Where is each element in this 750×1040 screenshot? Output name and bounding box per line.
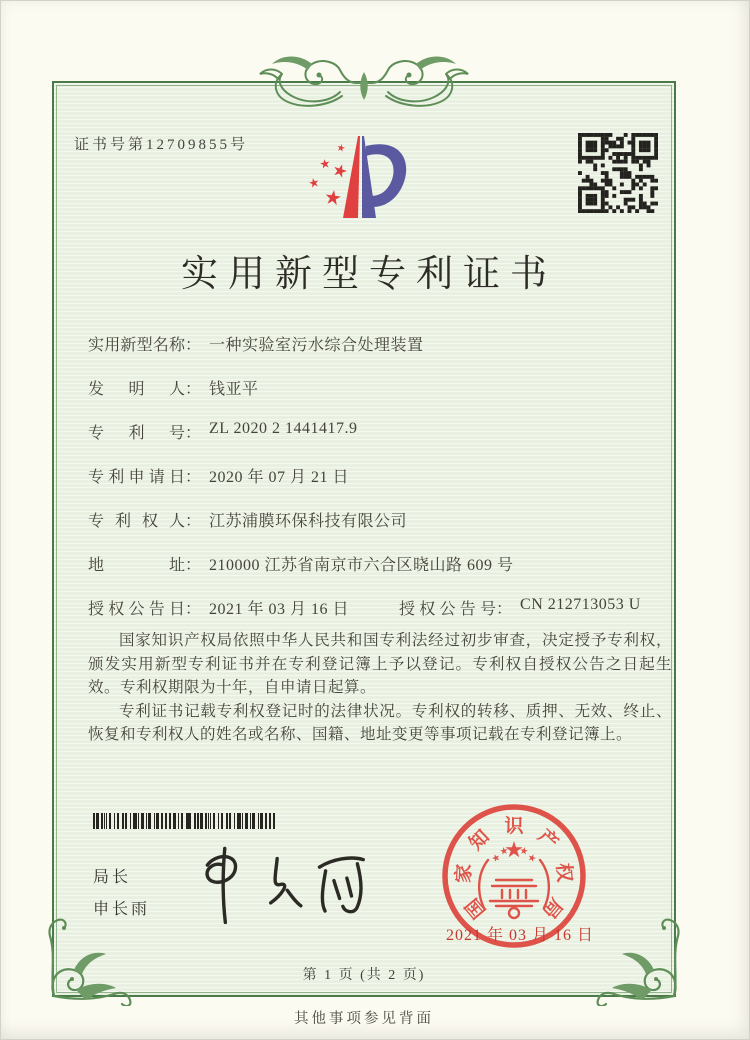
svg-text:权: 权 bbox=[552, 862, 575, 883]
field-value: 钱亚平 bbox=[209, 381, 259, 398]
national-emblem-icon bbox=[479, 841, 549, 918]
field-colon: ： bbox=[185, 601, 202, 618]
field-colon: ： bbox=[496, 601, 513, 618]
field-row-filing-date bbox=[88, 464, 648, 508]
field-value: 一种实验室污水综合处理装置 bbox=[209, 337, 424, 354]
field-colon: ： bbox=[185, 469, 202, 486]
field-value: 2020 年 07 月 21 日 bbox=[209, 469, 350, 486]
field-label: 专利申请日 bbox=[88, 469, 185, 486]
qr-code bbox=[578, 133, 658, 213]
field-value: 江苏浦膜环保科技有限公司 bbox=[209, 513, 408, 530]
director-signature bbox=[191, 836, 399, 928]
field-row-utility-model-name bbox=[88, 332, 648, 376]
field-label: 授权公告日 bbox=[88, 601, 185, 618]
barcode bbox=[93, 813, 276, 829]
field-row-inventor bbox=[88, 376, 648, 420]
seal-date: 2021 年 03 月 16 日 bbox=[446, 927, 595, 944]
top-scroll-ornament bbox=[252, 52, 476, 110]
svg-text:局: 局 bbox=[537, 893, 567, 922]
svg-text:产: 产 bbox=[533, 825, 562, 854]
field-value: CN 212713053 U bbox=[520, 596, 641, 613]
field-label: 实用新型名称 bbox=[88, 337, 185, 354]
legal-paragraph-1: 国家知识产权局依照中华人民共和国专利法经过初步审查，决定授予专利权，颁发实用新型专利证书并在专利登记簿上予以登记。专利权自授权公告之日起生效。专利权期限为十年，自申请日起算。 bbox=[88, 632, 672, 696]
certificate-title: 实用新型专利证书 bbox=[181, 254, 557, 295]
field-value: 210000 江苏省南京市六合区晓山路 609 号 bbox=[209, 557, 514, 574]
grant-number-pair bbox=[399, 596, 641, 619]
field-label: 专利号 bbox=[88, 425, 185, 442]
field-row-patent-number bbox=[88, 420, 648, 464]
field-colon: ： bbox=[185, 337, 202, 354]
certificate-number: 证书号第12709855号 bbox=[74, 137, 249, 153]
bottom-left-flourish-ornament bbox=[40, 916, 135, 1006]
field-colon: ： bbox=[185, 513, 202, 530]
director-name-label: 申长雨 bbox=[93, 901, 151, 918]
bottom-right-flourish-ornament bbox=[593, 916, 688, 1006]
svg-text:知: 知 bbox=[465, 826, 494, 855]
field-list bbox=[88, 332, 648, 640]
field-colon: ： bbox=[185, 557, 202, 574]
back-note: 其他事项参见背面 bbox=[294, 1011, 434, 1027]
field-colon: ： bbox=[185, 381, 202, 398]
field-label: 授权公告号 bbox=[399, 601, 497, 618]
field-label: 发明人 bbox=[88, 381, 185, 398]
field-colon: ： bbox=[185, 425, 202, 442]
legal-paragraph-2: 专利证书记载专利权登记时的法律状况。专利权的转移、质押、无效、终止、恢复和专利权人的姓名或名称、国籍、地址变更等事项记载在专利登记簿上。 bbox=[88, 702, 672, 743]
page-indicator: 第 1 页 (共 2 页) bbox=[302, 968, 426, 983]
svg-text:家: 家 bbox=[453, 863, 476, 884]
director-title-label: 局长 bbox=[93, 869, 132, 886]
svg-text:识: 识 bbox=[504, 816, 524, 837]
svg-text:国: 国 bbox=[461, 893, 491, 922]
field-row-patentee bbox=[88, 508, 648, 552]
field-value: 2021 年 03 月 16 日 bbox=[209, 601, 350, 618]
field-label: 地址 bbox=[88, 557, 185, 574]
legal-text bbox=[88, 629, 672, 747]
field-label: 专利权人 bbox=[88, 513, 185, 530]
cnipa-logo-icon bbox=[296, 130, 446, 228]
field-row-address bbox=[88, 552, 648, 596]
field-value: ZL 2020 2 1441417.9 bbox=[209, 420, 358, 437]
